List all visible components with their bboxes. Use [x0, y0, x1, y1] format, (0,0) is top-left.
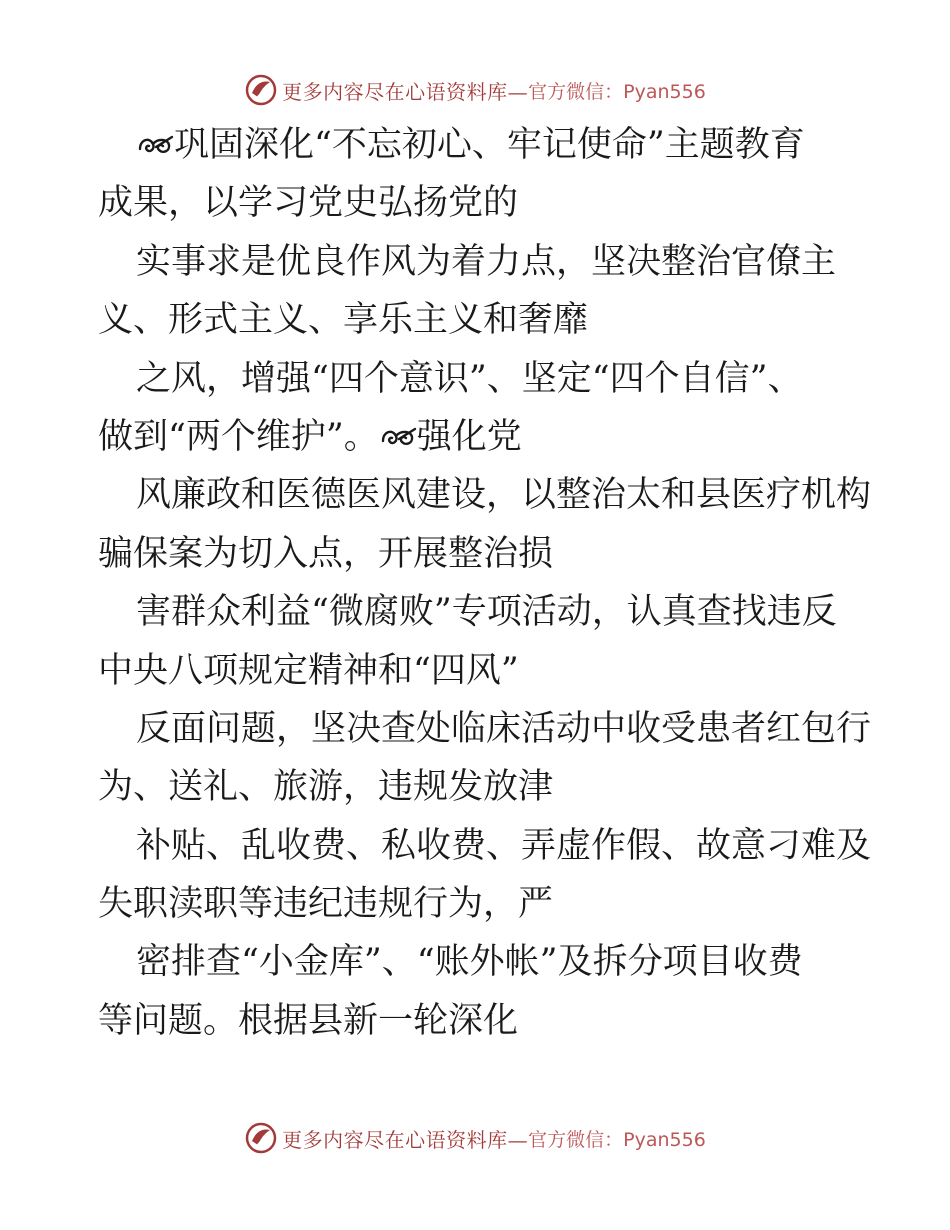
- document-body: [98, 116, 872, 1050]
- text-line: [98, 642, 854, 700]
- watermark-text: 更多内容尽在心语资料库—: [282, 1127, 529, 1152]
- flower-bullet-icon: [136, 129, 174, 161]
- text-line: [98, 116, 854, 174]
- text-line-content: 反面问题，坚决查处临床活动中收受患者红包行: [136, 708, 872, 749]
- text-line-content: 成果，以学习党史弘扬党的: [98, 183, 519, 224]
- watermark-text: 更多内容尽在心语资料库—: [282, 79, 529, 104]
- flower-bullet-icon: [379, 421, 417, 453]
- text-line-content: 中央八项规定精神和“四风”: [98, 650, 519, 691]
- text-line: [98, 700, 872, 758]
- text-line: [98, 174, 854, 232]
- brand-logo-icon: [244, 1121, 278, 1155]
- text-line: [98, 233, 854, 291]
- text-line: [98, 992, 854, 1050]
- text-line-content: 风廉政和医德医风建设，以整治太和县医疗机构: [136, 475, 872, 516]
- text-line-content: 失职渎职等违纪违规行为，严: [98, 884, 554, 925]
- text-line-content: 害群众利益“微腐败”专项活动，认真查找违反: [136, 592, 837, 633]
- text-line-content: 密排查“小金库”、“账外帐”及拆分项目收费: [136, 942, 803, 983]
- text-line-content: 骗保案为切入点，开展整治损: [98, 533, 554, 574]
- text-line: [98, 408, 854, 466]
- text-line-content: 做到“两个维护”。: [98, 416, 379, 457]
- text-line: [98, 525, 854, 583]
- text-line-content: 补贴、乱收费、私收费、弄虚作假、故意刁难及: [136, 825, 872, 866]
- text-line: [98, 466, 872, 524]
- watermark-wechat: 官方微信：Pyan556: [528, 80, 706, 103]
- watermark-wechat: 官方微信：Pyan556: [528, 1128, 706, 1151]
- text-line: [98, 933, 854, 991]
- text-line: [98, 291, 854, 349]
- text-line-content: 实事求是优良作风为着力点，坚决整治官僚主: [136, 241, 837, 282]
- text-line-trailing: 强化党: [416, 416, 522, 457]
- text-line-content: 之风，增强“四个意识”、坚定“四个自信”、: [136, 358, 803, 399]
- footer-watermark: [0, 1118, 950, 1158]
- text-line-content: 等问题。根据县新一轮深化: [98, 1000, 519, 1041]
- text-line: [98, 583, 854, 641]
- text-line-content: 巩固深化“不忘初心、牢记使命”主题教育: [174, 125, 805, 165]
- text-line: [98, 350, 854, 408]
- brand-logo-icon: [244, 73, 278, 107]
- text-line: [98, 817, 872, 875]
- header-watermark: [0, 70, 950, 110]
- text-line: [98, 758, 854, 816]
- text-line-content: 为、送礼、旅游，违规发放津: [98, 767, 554, 808]
- text-line-content: 义、形式主义、享乐主义和奢靡: [98, 300, 589, 341]
- text-line: [98, 875, 854, 933]
